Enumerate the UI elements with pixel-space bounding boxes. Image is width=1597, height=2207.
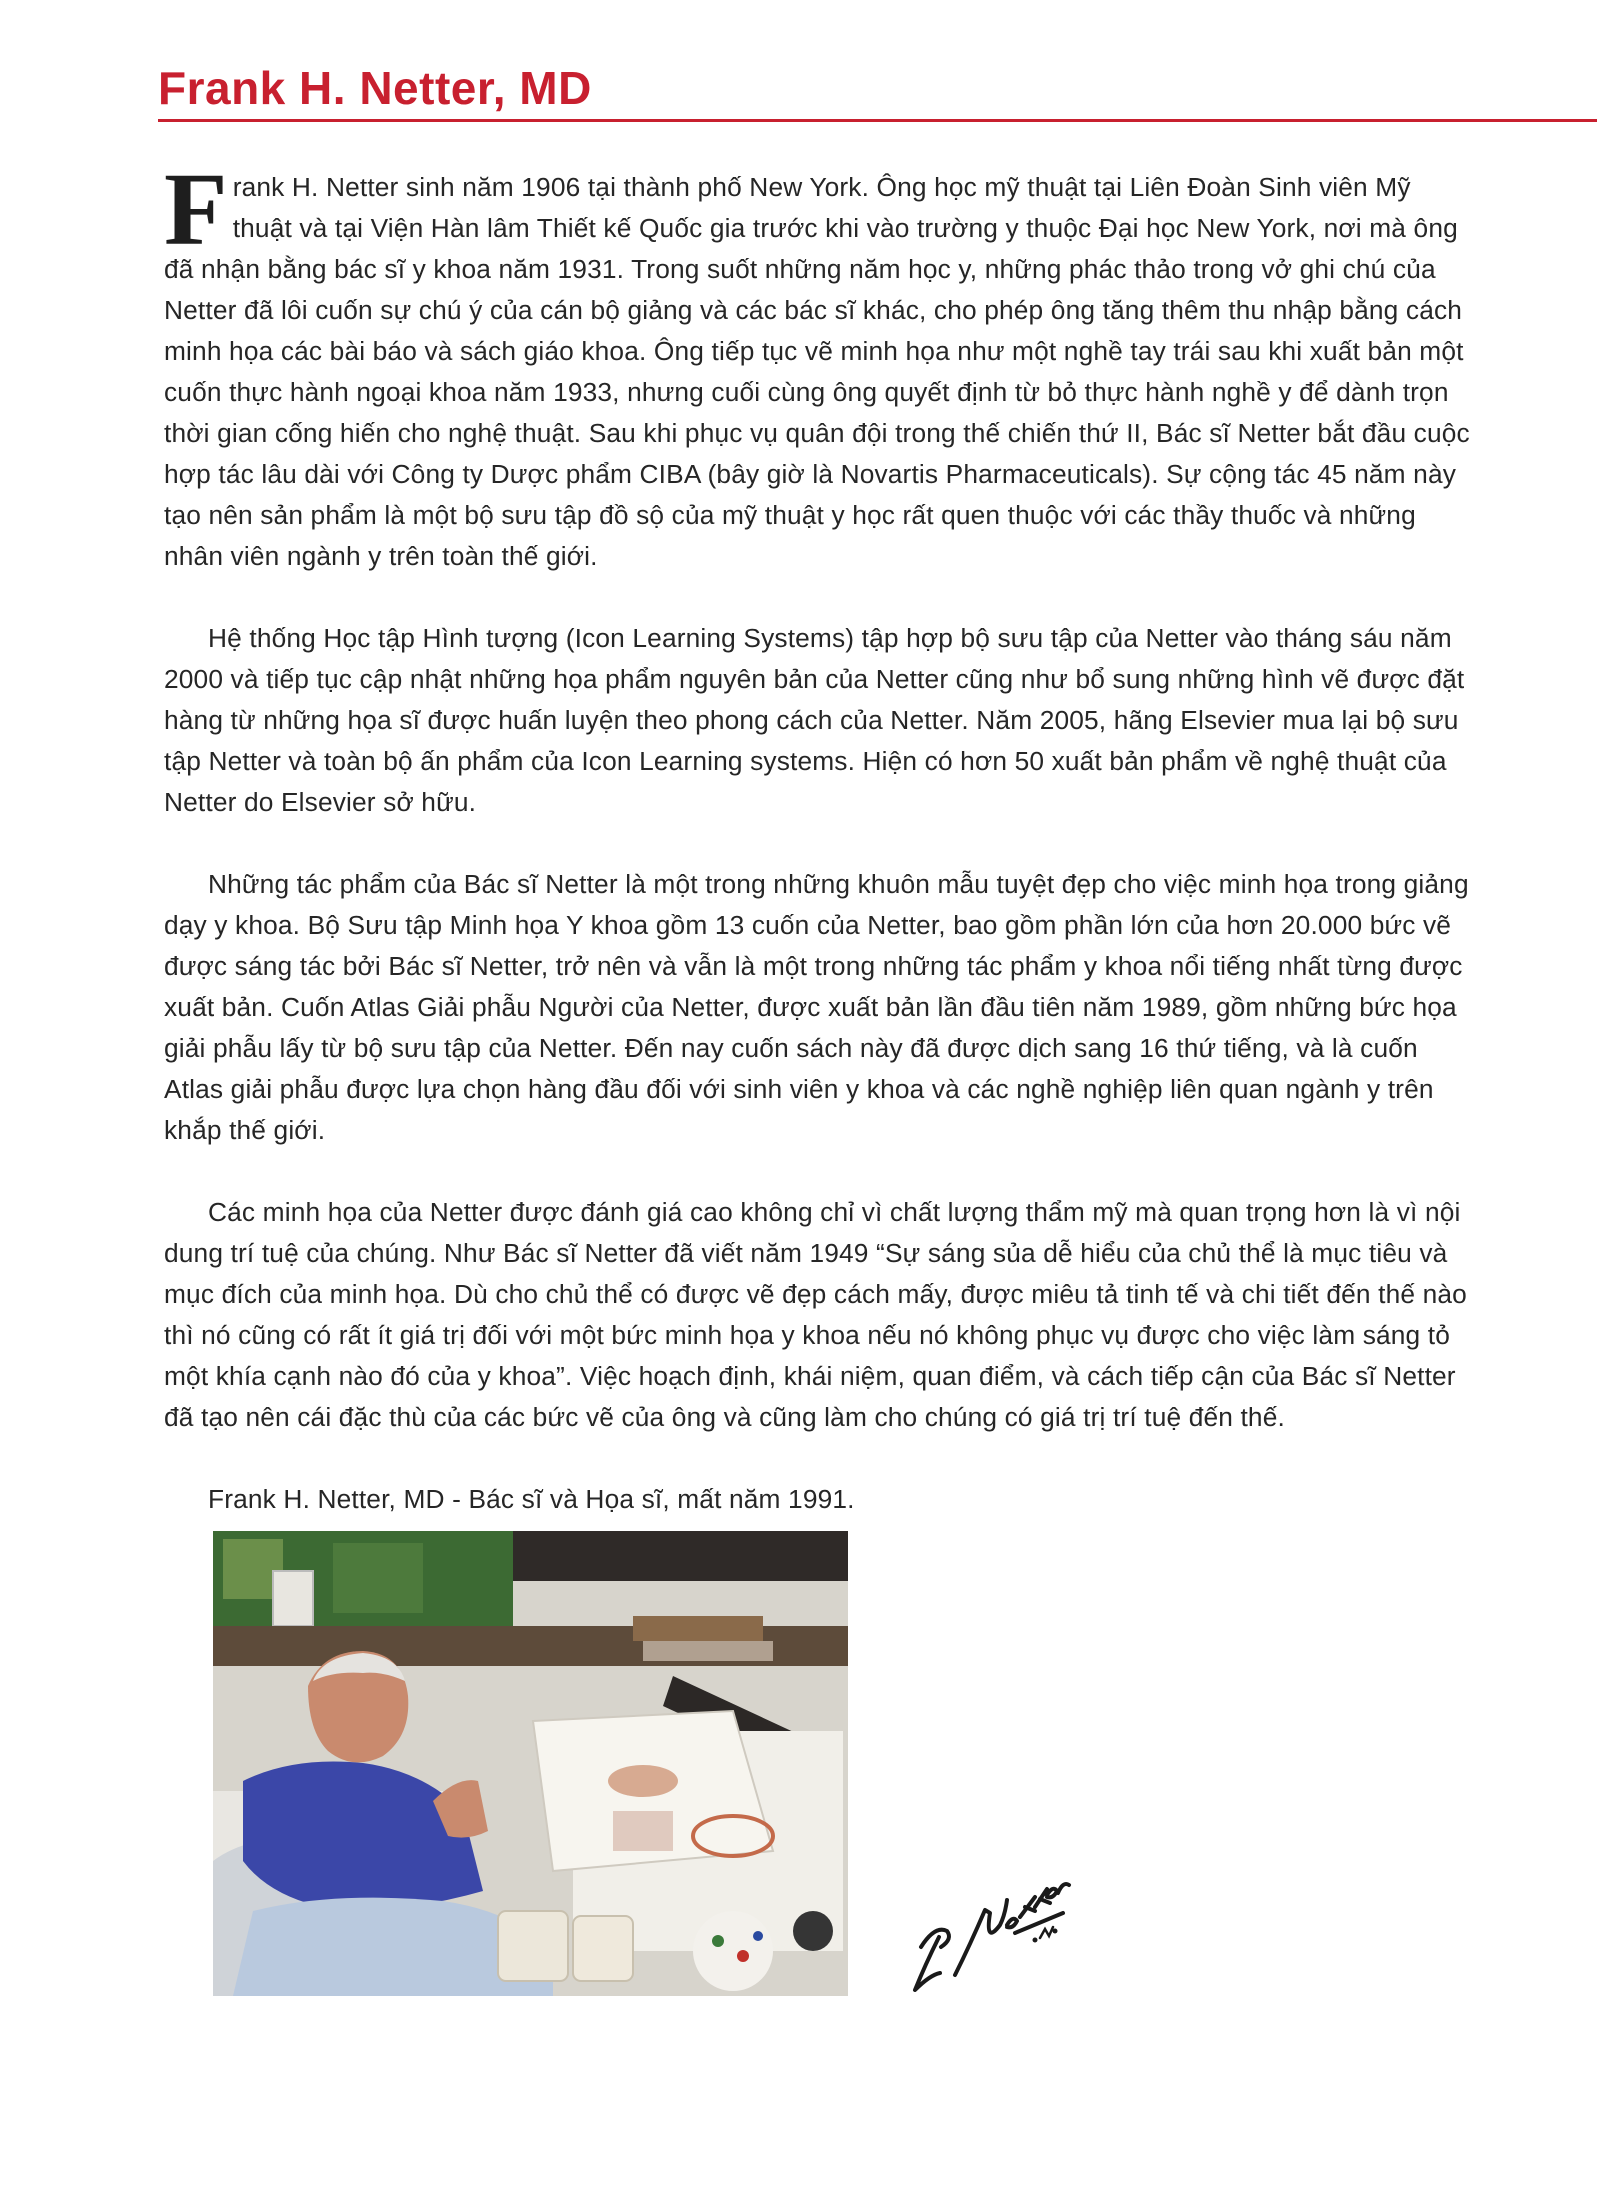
paragraph-3: Những tác phẩm của Bác sĩ Netter là một trong những khuôn mẫu tuyệt đẹp cho việc minh họa trong giảng dạy y khoa. Bộ Sưu tập Minh họa Y khoa gồm 13 cuốn của Netter, bao gồm phần lớn của hơn 20.000 bức vẽ được sáng tác bởi Bác sĩ Netter, trở nên và vẫn là một trong những tác phẩm y khoa nổi tiếng nhất từng được xuất bản. Cuốn Atlas Giải phẫu Người của Netter, được xuất bản lần đầu tiên năm 1989, gồm những bức họa giải phẫu lấy từ bộ sưu tập của Netter. Đến nay cuốn sách này đã được dịch sang 16 thứ tiếng, và là cuốn Atlas giải phẫu được lựa chọn hàng đầu đối với sinh viên y khoa và các nghề nghiệp liên quan ngành y trên khắp thế giới. [164,869,1469,1145]
paragraph-1-text: rank H. Netter sinh năm 1906 tại thành phố New York. Ông học mỹ thuật tại Liên Đoàn Sinh viên Mỹ thuật và tại Viện Hàn lâm Thiết kế Quốc gia trước khi vào trường y thuộc Đại học New York, nơi mà ông đã nhận bằng bác sĩ y khoa năm 1931. Trong suốt những năm học y, những phác thảo trong vở ghi chú của Netter đã lôi cuốn sự chú ý của cán bộ giảng và các bác sĩ khác, cho phép ông tăng thêm thu nhập bằng cách minh họa các bài báo và sách giáo khoa. Ông tiếp tục vẽ minh họa như một nghề tay trái sau khi xuất bản một cuốn thực hành ngoại khoa năm 1933, nhưng cuối cùng ông quyết định từ bỏ thực hành nghề y để dành trọn thời gian cống hiến cho nghệ thuật. Sau khi phục vụ quân đội trong thế chiến thứ II, Bác sĩ Netter bắt đầu cuộc hợp tác lâu dài với Công ty Dược phẩm CIBA (bây giờ là Novartis Pharmaceuticals). Sự cộng tác 45 năm này tạo nên sản phẩm là một bộ sưu tập đồ sộ của mỹ thuật y học rất quen thuộc với các thầy thuốc và những nhân viên ngành y trên toàn thế giới. [164,172,1470,571]
title-rule [158,119,1597,122]
paragraph-2: Hệ thống Học tập Hình tượng (Icon Learning Systems) tập hợp bộ sưu tập của Netter vào tháng sáu năm 2000 và tiếp tục cập nhật những họa phẩm nguyên bản của Netter cũng như bổ sung những hình vẽ được đặt hàng từ những họa sĩ được huấn luyện theo phong cách của Netter. Năm 2005, hãng Elsevier mua lại bộ sưu tập Netter và toàn bộ ấn phẩm của Icon Learning systems. Hiện có hơn 50 xuất bản phẩm về nghệ thuật của Netter do Elsevier sở hữu. [164,623,1465,817]
paragraph-4: Các minh họa của Netter được đánh giá cao không chỉ vì chất lượng thẩm mỹ mà quan trọng hơn là vì nội dung trí tuệ của chúng. Như Bác sĩ Netter đã viết năm 1949 “Sự sáng sủa dễ hiểu của chủ thể là mục tiêu và mục đích của minh họa. Dù cho chủ thể có được vẽ đẹp cách mấy, được miêu tả tinh tế và chi tiết đến thế nào thì nó cũng có rất ít giá trị đối với một bức minh họa y khoa nếu nó không phục vụ được cho việc làm sáng tỏ một khía cạnh nào đó của y khoa”. Việc hoạch định, khái niệm, quan điểm, và cách tiếp cận của Bác sĩ Netter đã tạo nên cái đặc thù của các bức vẽ của ông và cũng làm cho chúng có giá trị trí tuệ đến thế. [164,1197,1467,1432]
paragraph-1 [164,152,1474,577]
closing-line: Frank H. Netter, MD - Bác sĩ và Họa sĩ, mất năm 1991. [208,1484,855,1514]
drop-cap: F [164,152,228,267]
artist-signature [895,1855,1075,2005]
page-title: Frank H. Netter, MD [158,62,592,114]
portrait-photo [213,1531,848,1996]
article-body [164,152,1474,1520]
